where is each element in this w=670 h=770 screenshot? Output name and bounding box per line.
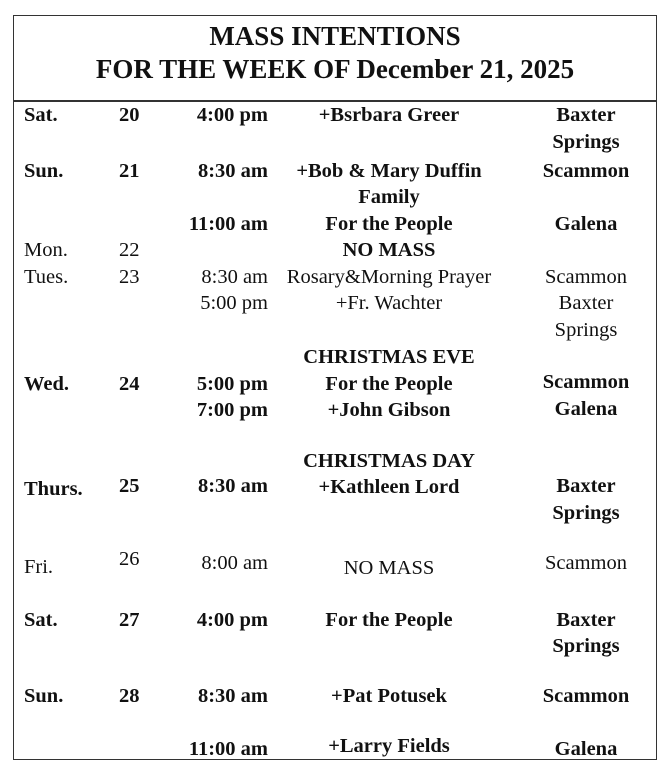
row-location: Scammon	[542, 685, 630, 707]
row-day: Sat.	[24, 609, 58, 631]
row-intention: +Larry Fields	[328, 735, 450, 757]
row-location-line2: Springs	[552, 502, 620, 524]
row-day: Sun.	[24, 685, 64, 707]
header	[14, 16, 656, 102]
row-time: 4:00 pm	[196, 104, 268, 126]
row-date: 24	[119, 373, 140, 395]
row-day: Thurs.	[24, 478, 83, 500]
row-intention: For the People	[325, 373, 453, 395]
section-heading: CHRISTMAS DAY	[303, 450, 475, 472]
row-intention: +Pat Potusek	[331, 685, 447, 707]
row-intention: For the People	[325, 609, 453, 631]
row-time: 8:00 am	[201, 552, 268, 574]
row-date: 23	[119, 266, 140, 288]
row-location: Scammon	[542, 160, 630, 182]
row-location: Galena	[554, 398, 618, 420]
row-location: Scammon	[545, 552, 627, 574]
row-intention: +John Gibson	[327, 399, 451, 421]
row-date: 28	[119, 685, 140, 707]
row-time: 8:30 am	[197, 685, 268, 707]
row-time: 7:00 pm	[196, 399, 268, 421]
row-day: Fri.	[24, 556, 54, 578]
row-location: Baxter	[556, 475, 616, 497]
row-intention: +Fr. Wachter	[335, 292, 443, 314]
row-time: 5:00 pm	[200, 292, 268, 314]
row-intention: +Kathleen Lord	[318, 476, 460, 498]
mass-intentions-box	[13, 15, 657, 760]
row-intention: +Bob & Mary Duffin	[296, 160, 482, 182]
row-date: 25	[119, 475, 140, 497]
row-intention: NO MASS	[343, 557, 435, 579]
row-location: Baxter	[556, 609, 616, 631]
row-day: Mon.	[24, 239, 68, 261]
row-date: 27	[119, 609, 140, 631]
row-location: Scammon	[545, 266, 627, 288]
row-intention: For the People	[325, 213, 453, 235]
row-location: Galena	[554, 738, 618, 760]
row-time: 5:00 pm	[196, 373, 268, 395]
row-time: 8:30 am	[197, 160, 268, 182]
row-location: Baxter	[558, 292, 614, 314]
row-date: 21	[119, 160, 140, 182]
row-location-line2: Springs	[552, 131, 620, 153]
row-location-line2: Springs	[552, 635, 620, 657]
row-intention: +Bsrbara Greer	[318, 104, 460, 126]
row-time: 8:30 am	[197, 475, 268, 497]
row-day: Sun.	[24, 160, 64, 182]
row-date: 26	[119, 548, 140, 570]
title-line-2: FOR THE WEEK OF December 21, 2025	[95, 54, 575, 84]
row-time: 11:00 am	[188, 213, 268, 235]
row-day: Sat.	[24, 104, 58, 126]
row-time: 11:00 am	[188, 738, 268, 760]
section-heading: CHRISTMAS EVE	[303, 346, 475, 368]
row-date: 22	[119, 239, 140, 261]
row-time: 4:00 pm	[196, 609, 268, 631]
row-intention: NO MASS	[342, 239, 436, 261]
row-location: Galena	[554, 213, 618, 235]
row-time: 8:30 am	[201, 266, 268, 288]
row-intention: Rosary&Morning Prayer	[286, 266, 492, 288]
row-intention-line2: Family	[358, 186, 420, 208]
title-line-1: MASS INTENTIONS	[209, 21, 461, 51]
row-location: Baxter	[556, 104, 616, 126]
row-date: 20	[119, 104, 140, 126]
row-location-line2: Springs	[554, 319, 618, 341]
row-day: Wed.	[24, 373, 69, 395]
row-location: Scammon	[542, 371, 630, 393]
row-day: Tues.	[24, 266, 69, 288]
